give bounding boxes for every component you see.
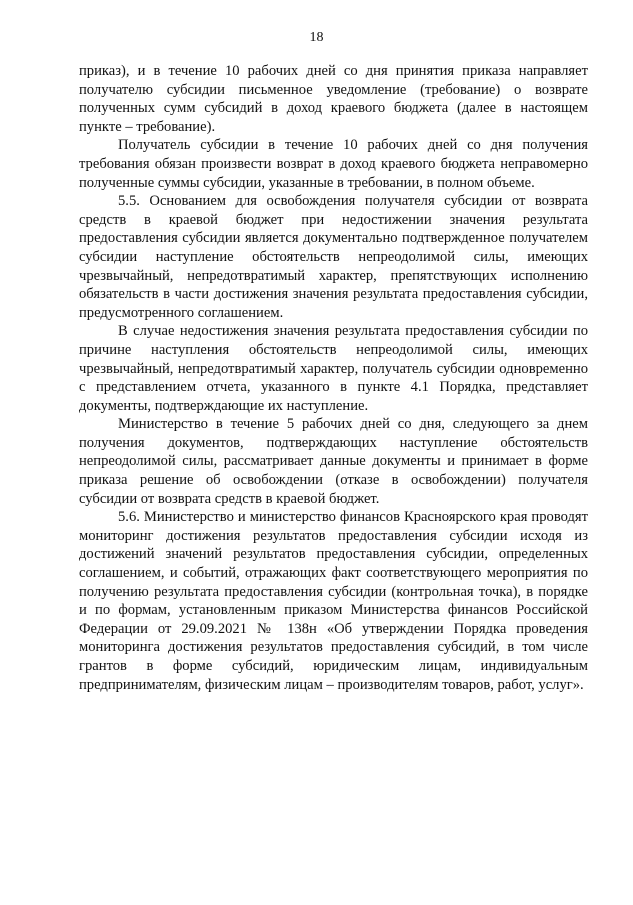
paragraph-5-6: 5.6. Министерство и министерство финансов Красноярского края проводят мониторинг достижения результатов предоставления субсидии исходя из достижений значений результатов предоставления субсидии, определенных соглашением, и событий, отражающих факт соответствующего мероприятия по получению результата предоставления субсидии (контрольная точка), в порядке и по формам, установленным приказом Министерства финансов Российской Федерации от 29.09.2021 № 138н «Об утверждении Порядка проведения мониторинга достижения результатов предоставления субсидий, в том числе грантов в форме субсидий, юридическим лицам, индивидуальным предпринимателям, физическим лицам – производителям товаров, работ, услуг». bbox=[79, 509, 588, 693]
paragraph-continuation: приказ), и в течение 10 рабочих дней со дня принятия приказа направляет получателю субсидии письменное уведомление (требование) о возврате полученных сумм субсидий в доход краевого бюджета (далее в настоящем пункте – требование). bbox=[79, 63, 588, 135]
paragraph-5-5: 5.5. Основанием для освобождения получателя субсидии от возврата средств в краевой бюджет при недостижении значения результата предоставления субсидии является документально подтвержденное получателем субсидии наступление обстоятельств непреодолимой силы, имеющих чрезвычайный, непредотвратимый характер, препятствующих исполнению обязательств в части достижения значения результата предоставления субсидии, предусмотренного соглашением. bbox=[79, 193, 588, 321]
paragraph-ministry-review: Министерство в течение 5 рабочих дней со дня, следующего за днем получения документов, подтверждающих наступление обстоятельств непреодолимой силы, рассматривает данные документы и принимает в форме приказа решение об освобождении (отказе в освобождении) получателя субсидии от возврата средств в краевой бюджет. bbox=[79, 416, 588, 507]
paragraph-refund-obligation: Получатель субсидии в течение 10 рабочих дней со дня получения требования обязан произвести возврат в доход краевого бюджета неправомерно полученные суммы субсидии, указанные в требовании, в полном объеме. bbox=[79, 137, 588, 191]
document-body bbox=[79, 62, 588, 694]
page-number: 18 bbox=[309, 30, 324, 45]
paragraph-force-majeure-documents: В случае недостижения значения результата предоставления субсидии по причине наступления обстоятельств непреодолимой силы, имеющих чрезвычайный, непредотвратимый характер, получатель субсидии одновременно с представлением отчета, указанного в пункте 4.1 Порядка, представляет документы, подтверждающие их наступление. bbox=[79, 323, 588, 414]
